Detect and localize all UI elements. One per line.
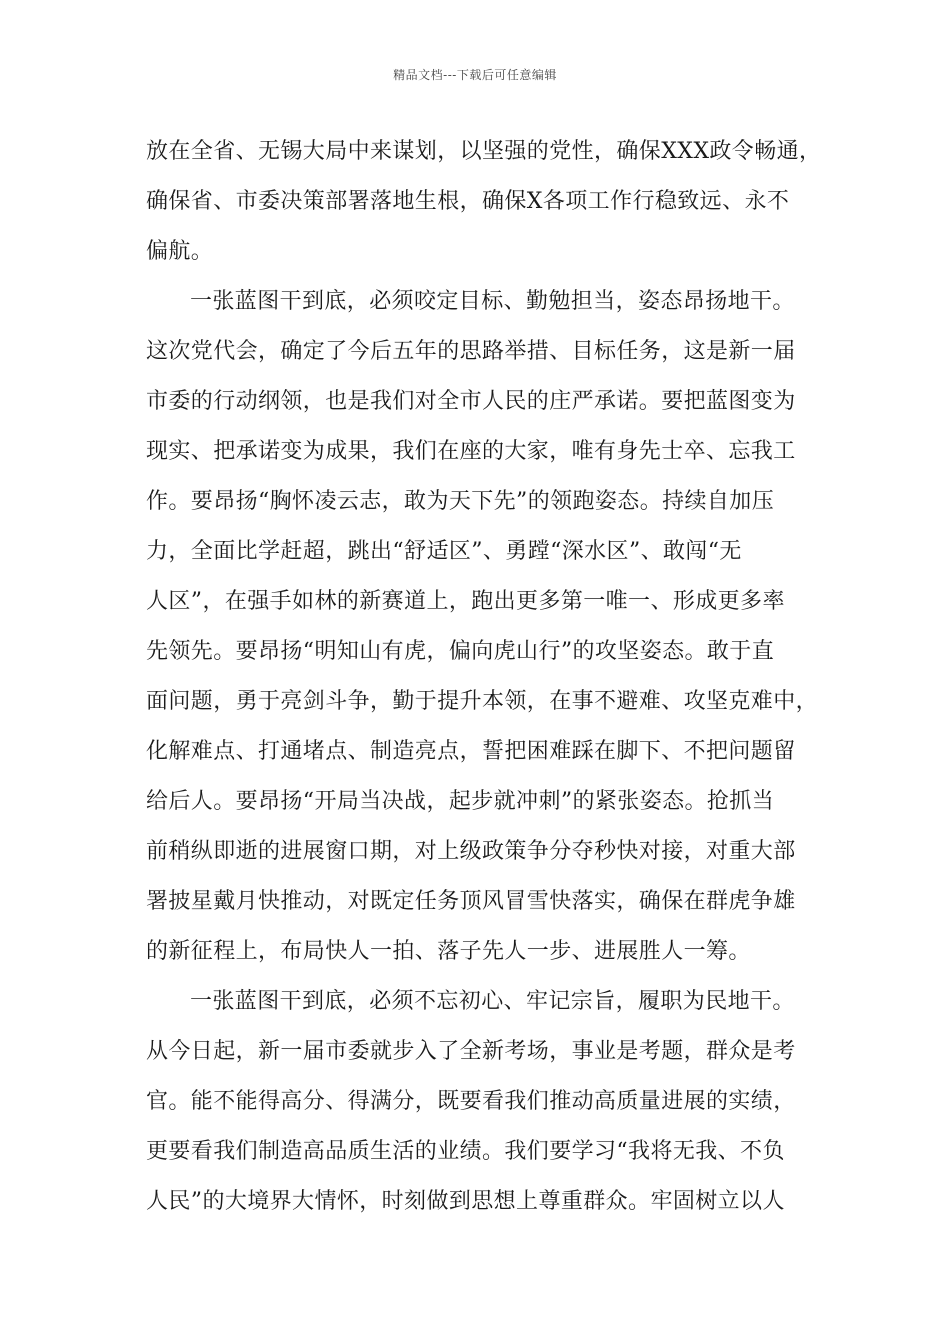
text-line: 放在全省、无锡大局中来谋划，以坚强的党性，确保XXX政令畅通，	[146, 139, 822, 164]
text-line: 给后人。要昂扬“开局当决战，起步就冲刺”的紧张姿态。抢抓当	[146, 789, 775, 814]
text-line: 一张蓝图干到底，必须咬定目标、勤勉担当，姿态昂扬地干。	[190, 289, 795, 314]
text-line: 官。能不能得高分、得满分，既要看我们推动高质量进展的实绩，	[146, 1089, 796, 1114]
text-line: 偏航。	[146, 239, 214, 264]
text-line: 署披星戴月快推动，对既定任务顶风冒雪快落实，确保在群虎争雄	[146, 889, 796, 914]
text-line: 人区”，在强手如林的新赛道上，跑出更多第一唯一、形成更多率	[146, 589, 785, 614]
text-line: 化解难点、打通堵点、制造亮点，誓把困难踩在脚下、不把问题留	[146, 739, 796, 764]
text-line: 面问题，勇于亮剑斗争，勤于提升本领，在事不避难、攻坚克难中，	[146, 689, 819, 714]
text-line: 市委的行动纲领，也是我们对全市人民的庄严承诺。要把蓝图变为	[146, 389, 796, 414]
text-line: 一张蓝图干到底，必须不忘初心、牢记宗旨，履职为民地干。	[190, 989, 795, 1014]
text-line: 前稍纵即逝的进展窗口期，对上级政策争分夺秒快对接，对重大部	[146, 839, 796, 864]
page-header: 精品文档---下载后可任意编辑	[393, 68, 557, 82]
text-line: 人民”的大境界大情怀，时刻做到思想上尊重群众。牢固树立以人	[146, 1189, 785, 1214]
text-line: 的新征程上，布局快人一拍、落子先人一步、进展胜人一筹。	[146, 939, 751, 964]
text-line: 从今日起，新一届市委就步入了全新考场，事业是考题，群众是考	[146, 1039, 796, 1064]
text-line: 确保省、市委决策部署落地生根，确保X各项工作行稳致远、永不	[146, 189, 790, 214]
text-line: 更要看我们制造高品质生活的业绩。我们要学习“我将无我、不负	[146, 1139, 785, 1164]
text-line: 作。要昂扬“胸怀凌云志，敢为天下先”的领跑姿态。持续自加压	[146, 489, 775, 514]
document-body	[146, 132, 822, 1232]
text-line: 这次党代会，确定了今后五年的思路举措、目标任务，这是新一届	[146, 339, 796, 364]
text-line: 先领先。要昂扬“明知山有虎，偏向虎山行”的攻坚姿态。敢于直	[146, 639, 775, 664]
text-line: 力，全面比学赶超，跳出“舒适区”、勇蹚“深水区”、敢闯“无	[146, 539, 742, 564]
text-line: 现实、把承诺变为成果，我们在座的大家，唯有身先士卒、忘我工	[146, 439, 796, 464]
